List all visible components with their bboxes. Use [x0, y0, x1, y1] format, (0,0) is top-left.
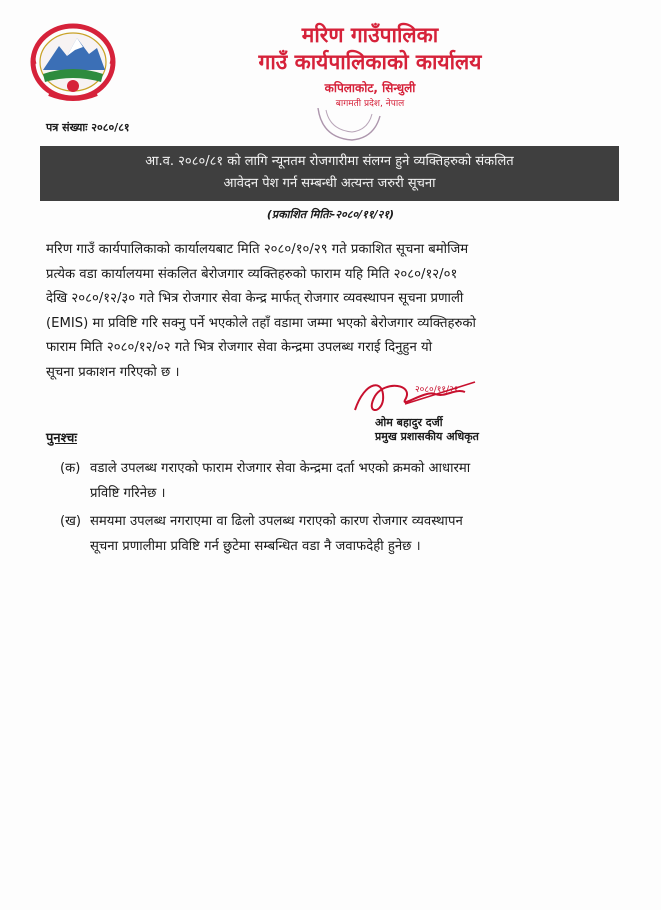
note-line: समयमा उपलब्ध नगराएमा वा ढिलो उपलब्ध गराएको कारण रोजगार व्यवस्थापन — [90, 514, 463, 529]
note-line: वडाले उपलब्ध गराएको फाराम रोजगार सेवा केन्द्रमा दर्ता भएको क्रमको आधारमा — [90, 461, 471, 476]
office-header — [130, 22, 610, 110]
note-item — [60, 509, 615, 559]
svg-text:२०८०/११/२१: २०८०/११/२१ — [415, 385, 459, 395]
office-province: बागमती प्रदेश, नेपाल — [335, 99, 405, 109]
note-label: (क) — [60, 461, 81, 476]
body-line: फाराम मिति २०८०/१२/०२ गते भित्र रोजगार सेवा केन्द्रमा उपलब्ध गराई दिनुहुन यो — [46, 340, 433, 355]
office-stamp-icon — [312, 108, 382, 142]
signatory-block — [375, 416, 479, 444]
handwritten-signature-icon — [345, 370, 485, 422]
notice-title-bar — [40, 146, 619, 201]
body-line: प्रत्येक वडा कार्यालयमा संकलित बेरोजगार व्यक्तिहरुको फाराम यहि मिति २०८०/१२/०१ — [46, 266, 458, 282]
signatory-name: ओम बहादुर दर्जी — [375, 416, 443, 429]
note-line: प्रविष्टि गरिनेछ । — [90, 486, 166, 501]
note-text — [90, 456, 615, 506]
published-date: (प्रकाशित मितिः-२०८०/११/२१) — [266, 208, 395, 221]
notice-title-line: आ.व. २०८०/८१ को लागि न्यूनतम रोजगारीमा संलग्न हुने व्यक्तिहरुको संकलित — [145, 154, 514, 169]
body-line: देखि २०८०/१२/३० गते भित्र रोजगार सेवा केन्द्र मार्फत् रोजगार व्यवस्थापन सूचना प्रणाली — [46, 291, 464, 306]
note-line: सूचना प्रणालीमा प्रविष्टि गर्न छुटेमा सम्बन्धित वडा नै जवाफदेही हुनेछ । — [90, 539, 421, 554]
office-name: गाउँ कार्यपालिकाको कार्यालय — [258, 50, 482, 74]
body-line: (EMIS) मा प्रविष्टि गरि सक्नु पर्ने भएकोले तहाँ वडामा जम्मा भएको बेरोजगार व्यक्तिहरुको — [46, 315, 476, 331]
signatory-title: प्रमुख प्रशासकीय अधिकृत — [375, 430, 479, 443]
body-line: सूचना प्रकाशन गरिएको छ । — [46, 364, 180, 380]
body-line: मरिण गाउँ कार्यपालिकाको कार्यालयबाट मिति २०८०/१०/२९ गते प्रकाशित सूचना बमोजिम — [46, 242, 469, 257]
note-text — [90, 509, 615, 559]
notice-body — [46, 238, 614, 385]
note-item — [60, 456, 615, 506]
postscript-heading: पुनश्चः — [46, 431, 78, 446]
municipality-name: मरिण गाउँपालिका — [301, 23, 439, 47]
notice-title-line: आवेदन पेश गर्न सम्बन्धी अत्यन्त जरुरी सूचना — [223, 176, 436, 191]
note-label: (ख) — [60, 514, 82, 529]
reference-number: पत्र संख्याः २०८०/८१ — [46, 121, 130, 134]
office-address: कपिलाकोट, सिन्धुली — [324, 81, 416, 95]
nepal-emblem-icon — [27, 20, 119, 102]
